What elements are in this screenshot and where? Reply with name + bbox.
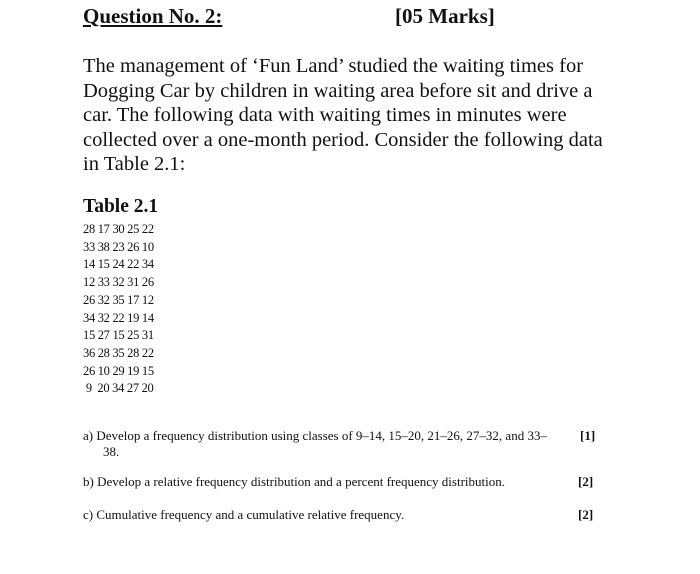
part-c-text: c) Cumulative frequency and a cumulative relative frequency. (83, 507, 405, 522)
part-b (83, 474, 613, 494)
table-row: 34 32 22 19 14 (83, 310, 154, 325)
table-row: 14 15 24 22 34 (83, 257, 154, 272)
question-total-marks: [05 Marks] (395, 4, 495, 28)
part-c (83, 507, 613, 527)
table-row: 26 32 35 17 12 (83, 292, 154, 307)
part-a-marks: [1] (580, 428, 596, 443)
part-a-continuation: 38. (103, 444, 120, 459)
table-row: 33 38 23 26 10 (83, 239, 154, 254)
question-title: Question No. 2: (83, 4, 223, 28)
part-b-text: b) Develop a relative frequency distribution and a percent frequency distribution. (83, 474, 505, 489)
table-caption: Table 2.1 (83, 196, 159, 217)
question-intro-paragraph: The management of ‘Fun Land’ studied the waiting times for Dogging Car by children in waiting area before sit and drive a car. The following data with waiting times in minutes were collected over a one-month period. Consider the following data in Table 2.1: (83, 55, 603, 175)
table-row: 9 20 34 27 20 (83, 381, 154, 396)
part-b-marks: [2] (578, 474, 594, 489)
data-table (83, 196, 158, 398)
table-row: 15 27 15 25 31 (83, 328, 154, 343)
table-row: 36 28 35 28 22 (83, 345, 154, 360)
part-a (83, 428, 613, 464)
question-parts (83, 428, 613, 527)
table-row: 28 17 30 25 22 (83, 222, 154, 236)
table-row: 26 10 29 19 15 (83, 363, 154, 378)
part-a-text: a) Develop a frequency distribution using classes of 9–14, 15–20, 21–26, 27–32, and 33– (83, 428, 547, 443)
part-c-marks: [2] (578, 507, 594, 522)
table-row: 12 33 32 31 26 (83, 275, 154, 290)
question-header (83, 4, 643, 34)
